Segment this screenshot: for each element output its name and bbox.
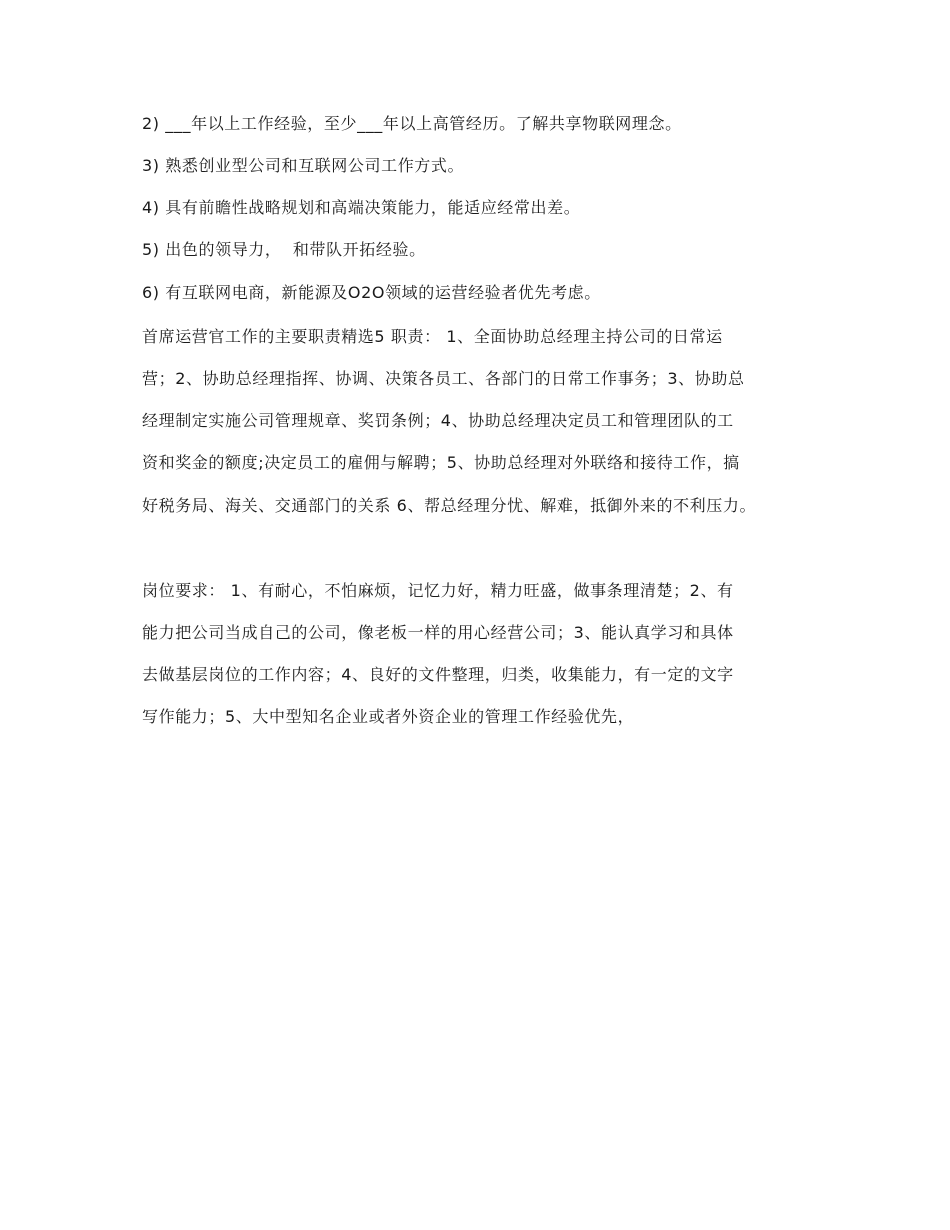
requirement-item-6: 6) 有互联网电商，新能源及O2O领域的运营经验者优先考虑。 [142,283,601,302]
requirement-item-3: 3) 熟悉创业型公司和互联网公司工作方式。 [142,156,465,175]
duties-line-5: 好税务局、海关、交通部门的关系 6、帮总经理分忧、解难，抵御外来的不利压力。 [142,496,757,515]
duties-line-3: 经理制定实施公司管理规章、奖罚条例；4、协助总经理决定员工和管理团队的工 [142,411,734,430]
position-requirements-line-1: 岗位要求： 1、有耐心，不怕麻烦，记忆力好，精力旺盛，做事条理清楚；2、有 [142,581,734,600]
duties-line-1: 首席运营官工作的主要职责精选5 职责： 1、全面协助总经理主持公司的日常运 [142,327,723,346]
duties-line-2: 营；2、协助总经理指挥、协调、决策各员工、各部门的日常工作事务；3、协助总 [142,369,745,388]
requirement-item-4: 4) 具有前瞻性战略规划和高端决策能力，能适应经常出差。 [142,198,581,217]
position-requirements-line-4: 写作能力；5、大中型知名企业或者外资企业的管理工作经验优先， [142,707,635,726]
duties-line-4: 资和奖金的额度;决定员工的雇佣与解聘；5、协助总经理对外联络和接待工作，搞 [142,453,740,472]
requirement-item-2: 2) ___年以上工作经验，至少___年以上高管经历。了解共享物联网理念。 [142,114,682,133]
position-requirements-line-3: 去做基层岗位的工作内容；4、良好的文件整理，归类，收集能力，有一定的文字 [142,665,734,684]
requirement-item-5: 5) 出色的领导力， 和带队开拓经验。 [142,240,426,259]
position-requirements-line-2: 能力把公司当成自己的公司，像老板一样的用心经营公司；3、能认真学习和具体 [142,623,734,642]
